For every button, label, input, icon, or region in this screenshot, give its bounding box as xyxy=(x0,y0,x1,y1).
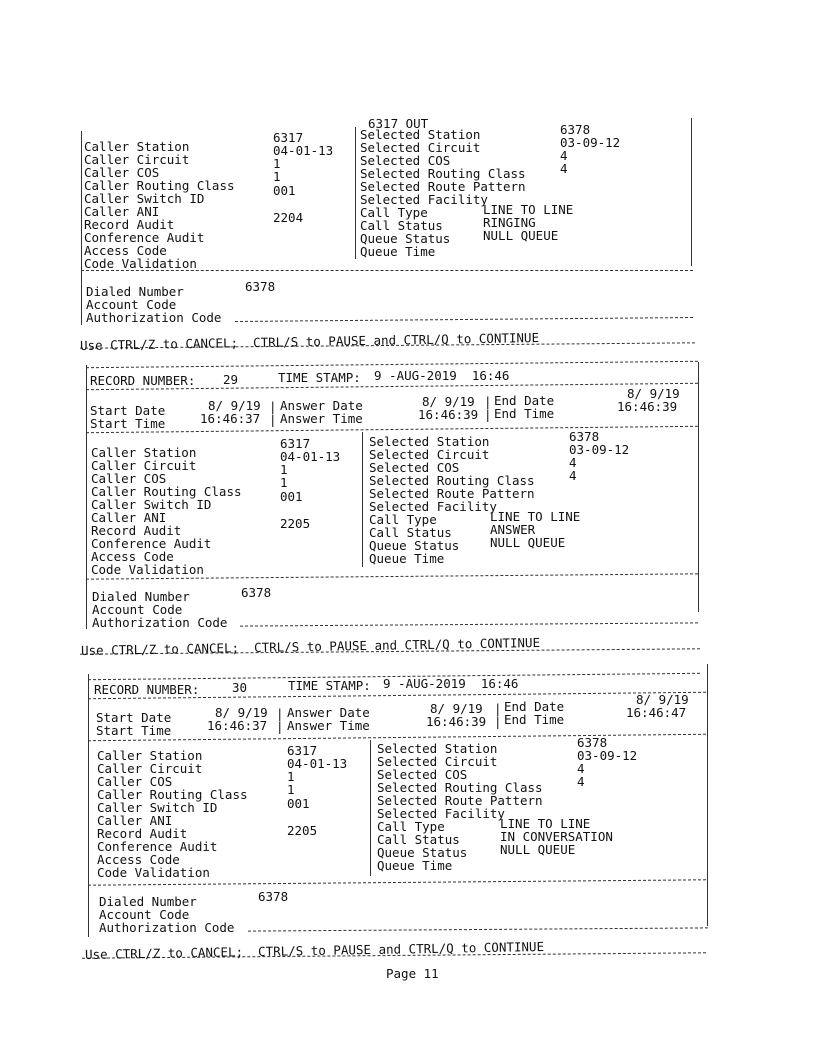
label: Call Status xyxy=(377,832,460,847)
value: 6378 xyxy=(241,585,272,600)
label: Record Audit xyxy=(97,826,188,841)
label: Call Type xyxy=(377,819,445,834)
record-number: 29 xyxy=(223,372,239,387)
separator: | xyxy=(276,719,284,734)
label: Caller ANI xyxy=(91,510,167,525)
value: 03-09-12 xyxy=(577,748,638,763)
value: 4 xyxy=(569,468,577,483)
value: RINGING xyxy=(483,215,536,230)
label: Caller Routing Class xyxy=(97,787,248,802)
label: Start Time xyxy=(90,416,166,431)
instructions: Use CTRL/Z to CANCEL; CTRL/S to PAUSE and CTRL/Q to CONTINUE xyxy=(79,329,540,354)
value: 6378 xyxy=(258,889,289,904)
value: 4 xyxy=(577,761,585,776)
value: 4 xyxy=(560,148,568,163)
label: Caller Switch ID xyxy=(97,800,218,815)
value: 001 xyxy=(287,796,310,811)
value: 16:46:37 xyxy=(200,411,261,426)
value: 1 xyxy=(287,782,295,797)
label: Access Code xyxy=(91,549,174,564)
label: Caller COS xyxy=(91,471,167,486)
time-stamp-label: TIME STAMP: xyxy=(278,370,361,385)
label: Selected Route Pattern xyxy=(369,486,535,501)
label: Caller COS xyxy=(84,165,160,180)
separator: | xyxy=(269,412,277,427)
value: NULL QUEUE xyxy=(500,842,576,857)
label: Caller ANI xyxy=(84,204,160,219)
label: Selected COS xyxy=(369,460,460,475)
value: IN CONVERSATION xyxy=(500,829,613,844)
divider xyxy=(88,879,706,885)
label: Code Validation xyxy=(91,562,204,577)
value: 03-09-12 xyxy=(560,135,621,150)
instructions: Use CTRL/Z to CANCEL; CTRL/S to PAUSE and CTRL/Q to CONTINUE xyxy=(84,938,545,963)
label: End Time xyxy=(504,712,565,727)
record-number-label: RECORD NUMBER: xyxy=(90,373,196,388)
record-number: 30 xyxy=(232,680,248,695)
label: Code Validation xyxy=(84,256,197,271)
label: Selected Route Pattern xyxy=(360,179,526,194)
value: 6317 xyxy=(273,130,304,145)
value: 2205 xyxy=(280,516,311,531)
label: Dialed Number xyxy=(99,894,197,909)
instructions: Use CTRL/Z to CANCEL; CTRL/S to PAUSE and CTRL/Q to CONTINUE xyxy=(80,634,541,659)
label: Call Status xyxy=(369,525,452,540)
value: 04-01-13 xyxy=(273,143,334,158)
label: Code Validation xyxy=(97,865,210,880)
record-mid-border xyxy=(362,432,363,567)
label: End Date xyxy=(494,393,555,408)
partial-header: 6317 OUT xyxy=(368,116,429,131)
partial-left-border xyxy=(81,131,82,325)
label: Selected Facility xyxy=(360,192,488,207)
value: 6378 xyxy=(245,279,276,294)
label: Answer Date xyxy=(280,398,363,413)
label: Selected Routing Class xyxy=(360,166,526,181)
label: Selected Circuit xyxy=(377,754,498,769)
label: Call Type xyxy=(360,205,428,220)
value: 04-01-13 xyxy=(287,756,348,771)
value: LINE TO LINE xyxy=(500,816,591,831)
label: Caller Circuit xyxy=(97,761,203,776)
value: 2205 xyxy=(287,823,318,838)
record-left-border xyxy=(88,674,89,937)
value: LINE TO LINE xyxy=(483,202,574,217)
label: Selected Station xyxy=(377,741,498,756)
label: Access Code xyxy=(97,852,180,867)
partial-right-border xyxy=(691,118,692,266)
value: 001 xyxy=(280,489,303,504)
value: NULL QUEUE xyxy=(483,228,559,243)
value: 03-09-12 xyxy=(569,442,630,457)
label: Start Date xyxy=(96,710,172,725)
label: Answer Time xyxy=(280,411,363,426)
label: Selected Circuit xyxy=(369,447,490,462)
label: Caller Station xyxy=(97,748,203,763)
time-stamp: 9 -AUG-2019 16:46 xyxy=(383,676,519,691)
value: 001 xyxy=(273,183,296,198)
label: Authorization Code xyxy=(92,615,228,630)
label: Call Type xyxy=(369,512,437,527)
label: Caller Circuit xyxy=(91,458,197,473)
value: LINE TO LINE xyxy=(490,509,581,524)
label: Answer Time xyxy=(287,718,370,733)
value: 6378 xyxy=(569,429,600,444)
value: 6378 xyxy=(560,122,591,137)
label: Dialed Number xyxy=(86,284,184,299)
record-mid-border xyxy=(370,740,371,876)
value: 16:46:39 xyxy=(426,714,487,729)
value: 8/ 9/19 xyxy=(627,386,680,401)
value: 1 xyxy=(273,169,281,184)
label: Start Date xyxy=(90,403,166,418)
value: 8/ 9/19 xyxy=(430,701,483,716)
record-left-border xyxy=(86,365,87,629)
label: Queue Status xyxy=(377,845,468,860)
value: 6378 xyxy=(577,735,608,750)
label: End Date xyxy=(504,699,565,714)
separator: | xyxy=(484,394,492,409)
value: NULL QUEUE xyxy=(490,535,566,550)
label: End Time xyxy=(494,406,555,421)
value: 8/ 9/19 xyxy=(636,692,689,707)
label: Selected COS xyxy=(360,153,451,168)
value: 2204 xyxy=(273,210,304,225)
value: 4 xyxy=(569,455,577,470)
label: Authorization Code xyxy=(99,920,235,935)
time-stamp: 9 -AUG-2019 16:46 xyxy=(374,368,510,383)
value: 1 xyxy=(287,769,295,784)
label: Call Status xyxy=(360,218,443,233)
value: ANSWER xyxy=(490,522,536,537)
record-number-label: RECORD NUMBER: xyxy=(94,682,200,697)
partial-mid-border xyxy=(355,127,356,259)
value: 16:46:47 xyxy=(626,705,687,720)
value: 16:46:37 xyxy=(207,718,268,733)
separator: | xyxy=(494,714,502,729)
label: Dialed Number xyxy=(92,589,190,604)
divider xyxy=(86,426,698,433)
label: Selected Station xyxy=(360,127,481,142)
value: 6317 xyxy=(280,436,311,451)
value: 8/ 9/19 xyxy=(422,394,475,409)
divider xyxy=(81,270,693,271)
label: Caller Switch ID xyxy=(84,191,205,206)
label: Conference Audit xyxy=(91,536,212,551)
label: Selected Facility xyxy=(369,499,497,514)
label: Start Time xyxy=(96,723,172,738)
value: 8/ 9/19 xyxy=(208,398,261,413)
label: Access Code xyxy=(84,243,167,258)
divider xyxy=(240,622,698,626)
divider xyxy=(235,317,693,322)
value: 1 xyxy=(273,156,281,171)
label: Selected Facility xyxy=(377,806,505,821)
label: Account Code xyxy=(99,907,190,922)
label: Caller Switch ID xyxy=(91,497,212,512)
separator: | xyxy=(484,407,492,422)
divider xyxy=(248,927,708,931)
label: Conference Audit xyxy=(97,839,218,854)
time-stamp-label: TIME STAMP: xyxy=(288,678,371,693)
label: Answer Date xyxy=(287,705,370,720)
label: Selected Station xyxy=(369,434,490,449)
value: 04-01-13 xyxy=(280,449,341,464)
label: Selected Routing Class xyxy=(377,780,543,795)
label: Queue Time xyxy=(369,551,445,566)
label: Caller Routing Class xyxy=(84,178,235,193)
label: Selected Routing Class xyxy=(369,473,535,488)
separator: | xyxy=(276,706,284,721)
value: 4 xyxy=(577,774,585,789)
label: Selected Circuit xyxy=(360,140,481,155)
value: 1 xyxy=(280,475,288,490)
label: Caller Routing Class xyxy=(91,484,242,499)
value: 8/ 9/19 xyxy=(215,705,268,720)
record-right-border xyxy=(698,362,699,612)
label: Record Audit xyxy=(91,523,182,538)
separator: | xyxy=(269,399,277,414)
record-right-border xyxy=(707,664,708,926)
value: 6317 xyxy=(287,743,318,758)
label: Caller Station xyxy=(84,139,190,154)
page-number: Page 11 xyxy=(386,966,439,981)
label: Caller Station xyxy=(91,445,197,460)
label: Caller Circuit xyxy=(84,152,190,167)
label: Authorization Code xyxy=(86,310,222,325)
label: Record Audit xyxy=(84,217,175,232)
label: Queue Status xyxy=(360,231,451,246)
label: Caller COS xyxy=(97,774,173,789)
label: Caller ANI xyxy=(97,813,173,828)
label: Account Code xyxy=(86,297,177,312)
label: Queue Time xyxy=(360,244,436,259)
value: 16:46:39 xyxy=(617,399,678,414)
label: Account Code xyxy=(92,602,183,617)
label: Queue Status xyxy=(369,538,460,553)
label: Conference Audit xyxy=(84,230,205,245)
label: Selected Route Pattern xyxy=(377,793,543,808)
label: Queue Time xyxy=(377,858,453,873)
label: Selected COS xyxy=(377,767,468,782)
value: 16:46:39 xyxy=(418,407,479,422)
value: 1 xyxy=(280,462,288,477)
value: 4 xyxy=(560,161,568,176)
separator: | xyxy=(494,701,502,716)
